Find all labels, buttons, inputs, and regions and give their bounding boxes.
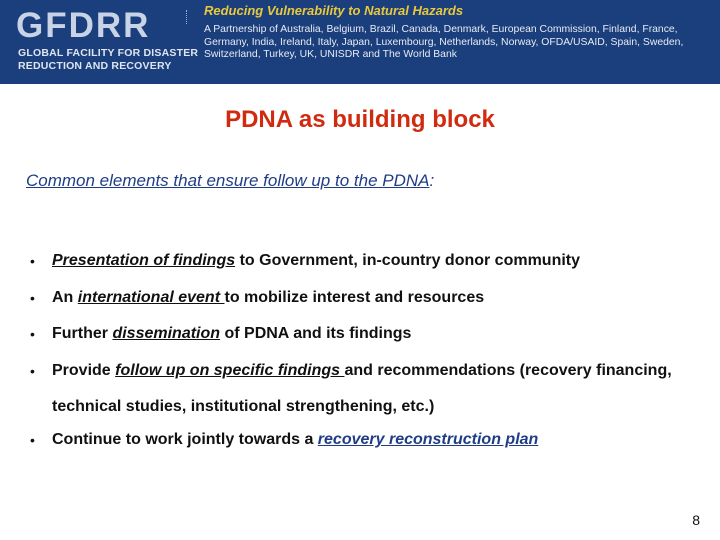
slide-title: PDNA as building block (225, 106, 495, 133)
partners-text: A Partnership of Australia, Belgium, Brazil, Canada, Denmark, European Commission, Finland, France, Germany, India, Ireland, Italy, Japan, Luxembourg, Netherlands, Norway, OFDA/USAID, Spain, Sweden, Switzerland, Turkey, UK, UNISDR and The World Bank (204, 24, 684, 60)
page-number: 8 (692, 512, 700, 528)
bullet-text (52, 422, 692, 458)
bullet-glyph: • (30, 290, 35, 306)
subtitle-suffix: : (429, 171, 435, 190)
header-banner (0, 0, 720, 84)
slide-subtitle (26, 171, 434, 191)
bullet-glyph: • (30, 432, 35, 448)
bullet-glyph: • (30, 363, 35, 379)
bullet-text (52, 353, 692, 425)
bullet-pre: An (52, 289, 78, 306)
bullet-rest: and recommendations (recovery financing, technical studies, institutional strengthening, etc.) (52, 362, 672, 415)
logo-subtitle-line1: GLOBAL FACILITY FOR DISASTER (18, 47, 199, 59)
bullet-text (52, 243, 692, 279)
bullet-pre: Provide (52, 362, 116, 379)
bullet-emphasis: follow up on specific findings (115, 362, 345, 379)
header-tagline: Reducing Vulnerability to Natural Hazards (204, 3, 464, 18)
bullet-glyph: • (30, 326, 35, 342)
bullet-pre: Continue to work jointly towards a (52, 431, 318, 448)
bullet-rest: to mobilize interest and resources (224, 289, 485, 306)
bullet-rest: to Government, in-country donor community (235, 252, 581, 269)
bullet-pre: Further (52, 325, 113, 342)
bullet-emphasis: international event (77, 289, 225, 306)
bullet-rest: of PDNA and its findings (220, 325, 412, 342)
bullet-emphasis: dissemination (112, 325, 221, 342)
bullet-text (52, 280, 692, 316)
bullet-emphasis: Presentation of findings (52, 252, 236, 269)
logo-subtitle-line2: REDUCTION AND RECOVERY (18, 60, 172, 72)
header-divider (186, 10, 187, 24)
subtitle-prefix: Common elements that ensure follow up to the (26, 171, 383, 190)
bullet-emphasis: recovery reconstruction plan (317, 431, 539, 448)
gfdrr-logo: GFDRR (16, 6, 151, 45)
subtitle-em: PDNA (382, 171, 430, 190)
bullet-glyph: • (30, 253, 35, 269)
bullet-text (52, 316, 692, 352)
